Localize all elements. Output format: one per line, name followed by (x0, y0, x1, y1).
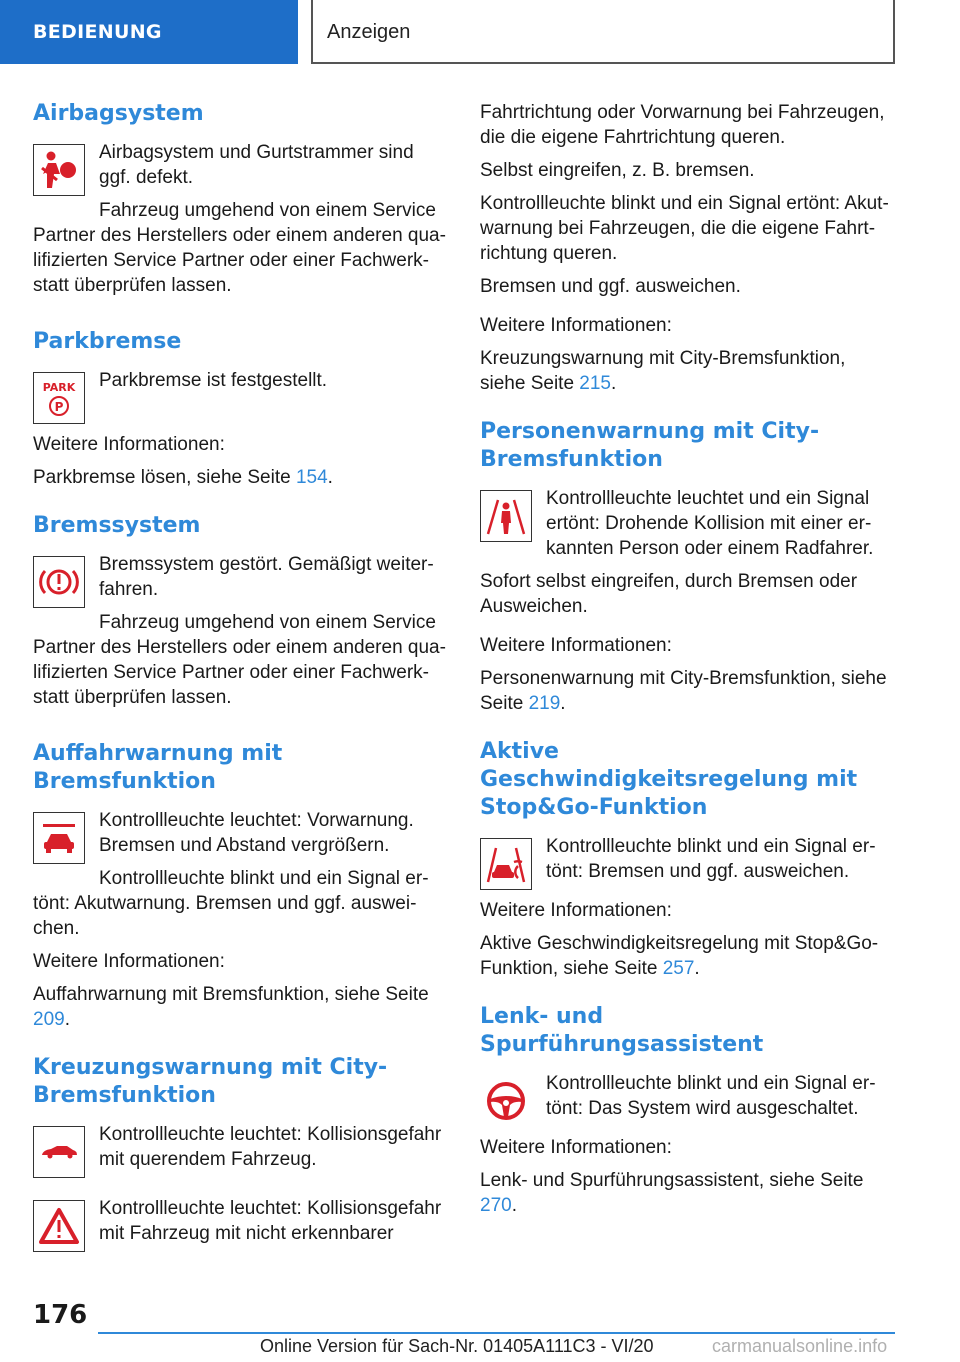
section-parkbremse (33, 328, 447, 490)
header-chapter: Anzeigen (311, 0, 895, 64)
header-section: BEDIENUNG (0, 0, 298, 64)
page-link-215[interactable]: 215 (579, 373, 611, 394)
heading-auffahr: Auffahrwarnung mit Bremsfunktion (33, 741, 283, 794)
crossing-car-icon (33, 1126, 85, 1178)
page-link-270[interactable]: 270 (480, 1195, 512, 1216)
footer-version: Online Version für Sach-Nr. 01405A111C3 - VI/20 (260, 1336, 654, 1356)
park-brake-icon (33, 372, 85, 424)
person-info: Weitere Informationen: (480, 635, 672, 656)
heading-person: Personenwarnung mit City-Bremsfunktion (480, 419, 820, 472)
section-person (480, 418, 894, 716)
kreuzung-ref: Kreuzungswarnung mit City-Bremsfunktion, siehe Seite 215. (480, 348, 846, 394)
auffahr-text-2: Kontrollleuchte blinkt und ein Signal ertönt: Akutwarnung. Bremsen und ggf. ausweichen. (33, 868, 429, 939)
kreuzung-text-2: Kontrollleuchte leuchtet: Kollisionsgefahr mit Fahrzeug mit nicht erkennbarer (99, 1198, 442, 1244)
section-bremssystem (33, 512, 447, 718)
parkbremse-text-1: Parkbremse ist festgestellt. (99, 370, 328, 391)
lenk-text-1: Kontrollleuchte blinkt und ein Signal ertönt: Das System wird ausgeschaltet. (546, 1073, 876, 1119)
section-lenk (480, 1003, 894, 1218)
section-kreuzung-cont (480, 100, 894, 396)
kreuzung-text-1: Kontrollleuchte leuchtet: Kollisionsgefahr mit querendem Fahrzeug. (99, 1124, 442, 1170)
footer-divider (98, 1332, 895, 1334)
bremssystem-text-2: Fahrzeug umgehend von einem Service Partner des Herstellers oder einem anderen qualifizierten Service Partner oder einer Fachwerkstatt überprüfen lassen. (33, 612, 446, 708)
section-acc (480, 738, 894, 981)
section-kreuzung (33, 1054, 447, 1260)
acc-ref: Aktive Geschwindigkeitsregelung mit Stop&Go-Funktion, siehe Seite 257. (480, 933, 879, 979)
heading-parkbremse: Parkbremse (33, 329, 182, 354)
kreuzung-text-5: Kontrollleuchte blinkt und ein Signal ertönt: Akutwarnung bei Fahrzeugen, die die eigene Fahrtrichtung queren. (480, 193, 889, 264)
airbag-text-1: Airbagsystem und Gurtstrammer sind ggf. defekt. (99, 142, 414, 188)
section-airbag (33, 100, 447, 306)
lenk-ref: Lenk- und Spurführungsassistent, siehe Seite 270. (480, 1170, 864, 1216)
left-column (33, 100, 447, 1274)
right-column (480, 100, 894, 1240)
kreuzung-text-6: Bremsen und ggf. ausweichen. (480, 276, 741, 297)
kreuzung-text-4: Selbst eingreifen, z. B. bremsen. (480, 160, 755, 181)
page-link-209[interactable]: 209 (33, 1009, 65, 1030)
page-number: 176 (33, 1300, 88, 1330)
pedestrian-warning-icon (480, 490, 532, 542)
auffahr-ref: Auffahrwarnung mit Bremsfunktion, siehe Seite 209. (33, 984, 429, 1030)
heading-bremssystem: Bremssystem (33, 513, 201, 538)
acc-text-1: Kontrollleuchte blinkt und ein Signal ertönt: Bremsen und ggf. ausweichen. (546, 836, 876, 882)
park-icon-text: PARK (42, 381, 76, 394)
distance-control-icon (480, 838, 532, 890)
acc-info: Weitere Informationen: (480, 900, 672, 921)
park-icon-letter: P (54, 400, 64, 414)
heading-acc: Aktive Geschwindigkeitsregelung mit Stop&Go-Funktion (480, 739, 858, 820)
page-link-154[interactable]: 154 (295, 467, 328, 488)
parkbremse-info: Weitere Informationen: (33, 434, 225, 455)
bremssystem-text-1: Bremssystem gestört. Gemäßigt weiterfahren. (99, 554, 434, 600)
watermark: carmanualsonline.info (712, 1336, 888, 1356)
parkbremse-ref: Parkbremse lösen, siehe Seite 154. (33, 467, 333, 488)
warning-triangle-icon (33, 1200, 85, 1252)
section-auffahr (33, 740, 447, 1032)
person-text-2: Sofort selbst eingreifen, durch Bremsen oder Ausweichen. (480, 571, 858, 617)
brake-warning-icon (33, 556, 85, 608)
heading-airbag: Airbagsystem (33, 101, 204, 126)
steering-wheel-icon (480, 1075, 532, 1127)
collision-warning-icon (33, 812, 85, 864)
heading-kreuzung: Kreuzungswarnung mit City-Bremsfunktion (33, 1055, 388, 1108)
auffahr-info: Weitere Informationen: (33, 951, 225, 972)
kreuzung-info: Weitere Informationen: (480, 315, 672, 336)
airbag-text-2: Fahrzeug umgehend von einem Service Partner des Herstellers oder einem anderen qualifizierten Service Partner oder einer Fachwerkstatt überprüfen lassen. (33, 200, 446, 296)
page-link-257[interactable]: 257 (662, 958, 695, 979)
lenk-info: Weitere Informationen: (480, 1137, 672, 1158)
person-text-1: Kontrollleuchte leuchtet und ein Signal ertönt: Drohende Kollision mit einer erkannten Person oder einem Radfahrer. (546, 488, 874, 559)
page-link-219[interactable]: 219 (528, 693, 561, 714)
kreuzung-text-3: Fahrtrichtung oder Vorwarnung bei Fahrzeugen, die die eigene Fahrtrichtung queren. (480, 102, 885, 148)
person-ref: Personenwarnung mit City-Bremsfunktion, siehe Seite 219. (480, 668, 887, 714)
auffahr-text-1: Kontrollleuchte leuchtet: Vorwarnung. Bremsen und Abstand vergrößern. (99, 810, 414, 856)
airbag-warning-icon (33, 144, 85, 196)
heading-lenk: Lenk- und Spurführungsassistent (480, 1004, 764, 1057)
